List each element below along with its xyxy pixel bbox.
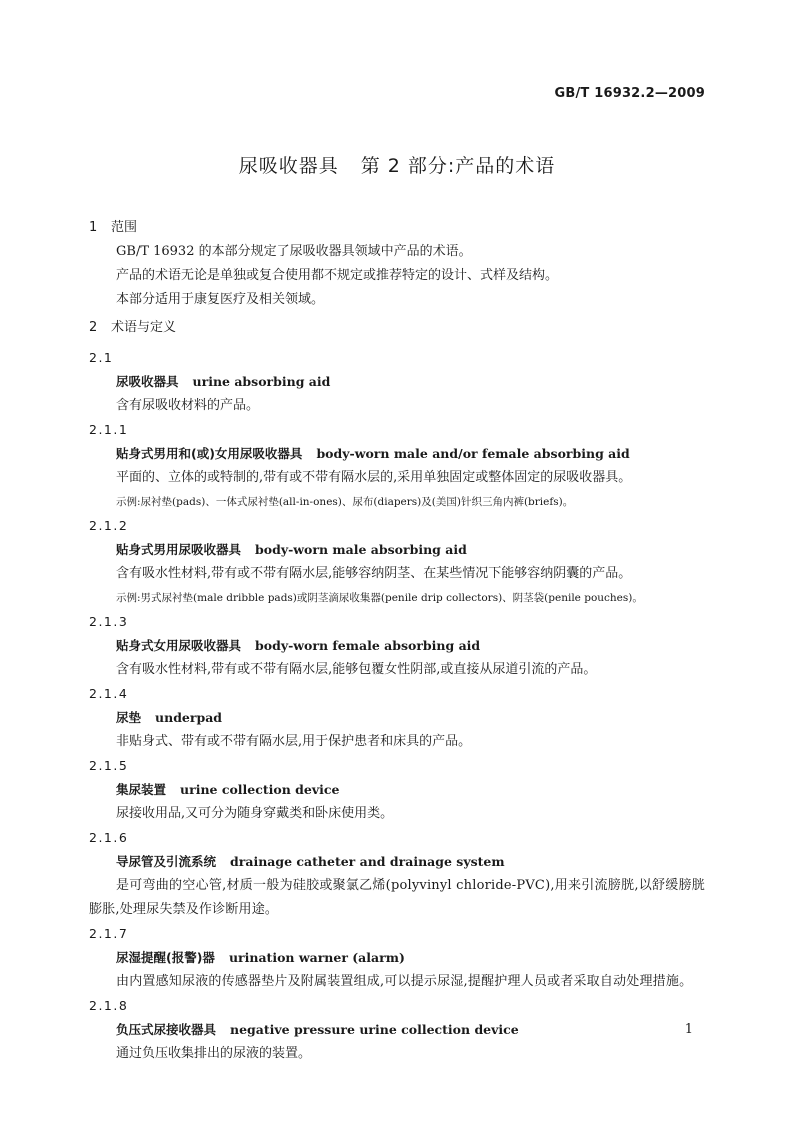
term-entry (89, 778, 705, 802)
clause-number: 2.1.4 (89, 686, 129, 701)
term-en: urine absorbing aid (192, 374, 331, 389)
section-number: 1 (89, 220, 98, 235)
title-sub: 第 2 部分:产品的术语 (360, 155, 556, 177)
term-definition: 含有吸水性材料,带有或不带有隔水层,能够容纳阴茎、在某些情况下能够容纳阴囊的产品。 (116, 566, 632, 581)
term-entry (89, 634, 705, 658)
term-zh: 负压式尿接收器具 (116, 1022, 217, 1037)
clause-number: 2.1.2 (89, 518, 129, 533)
term-zh: 贴身式男用尿吸收器具 (116, 542, 242, 557)
clause-number: 2.1.7 (89, 926, 129, 941)
term-entry (89, 370, 705, 394)
term-zh: 尿垫 (116, 710, 142, 725)
clause-number: 2.1.5 (89, 758, 129, 773)
term-definition: 含有吸水性材料,带有或不带有隔水层,能够包覆女性阴部,或直接从尿道引流的产品。 (116, 662, 597, 677)
section-2-heading (89, 316, 705, 340)
term-zh: 集尿装置 (116, 782, 167, 797)
term-definition: 非贴身式、带有或不带有隔水层,用于保护患者和床具的产品。 (116, 734, 472, 749)
title-main: 尿吸收器具 (238, 155, 339, 177)
clause-number: 2.1.1 (89, 422, 129, 437)
term-en: body-worn male absorbing aid (255, 542, 467, 557)
section-title: 术语与定义 (111, 320, 177, 335)
term-zh: 尿湿提醒(报警)器 (116, 950, 215, 965)
term-zh: 贴身式男用和(或)女用尿吸收器具 (116, 446, 303, 461)
term-entry (89, 946, 705, 970)
section-1-heading (89, 216, 705, 240)
term-entry (89, 442, 705, 466)
section-title: 范围 (111, 220, 138, 235)
paragraph: 本部分适用于康复医疗及相关领域。 (116, 292, 325, 307)
term-entry (89, 706, 705, 730)
document-body (89, 216, 705, 1066)
paragraph: GB/T 16932 的本部分规定了尿吸收器具领域中产品的术语。 (116, 244, 472, 259)
term-zh: 导尿管及引流系统 (116, 854, 217, 869)
term-example: 示例:男式尿衬垫(male dribble pads)或阴茎滴尿收集器(penile drip collectors)、阴茎袋(penile pouches)。 (116, 592, 643, 604)
clause-number: 2.1.3 (89, 614, 129, 629)
term-en: drainage catheter and drainage system (230, 854, 505, 869)
term-zh: 贴身式女用尿吸收器具 (116, 638, 242, 653)
term-definition: 通过负压收集排出的尿液的装置。 (116, 1046, 312, 1061)
term-zh: 尿吸收器具 (116, 374, 179, 389)
term-entry (89, 538, 705, 562)
term-definition: 含有尿吸收材料的产品。 (116, 398, 260, 413)
term-example: 示例:尿衬垫(pads)、一体式尿衬垫(all-in-ones)、尿布(diapers)及(美国)针织三角内裤(briefs)。 (116, 496, 574, 508)
section-number: 2 (89, 320, 98, 335)
term-en: underpad (155, 710, 223, 725)
document-title (0, 151, 794, 178)
standard-code: GB/T 16932.2—2009 (554, 86, 705, 101)
term-en: urination warner (alarm) (228, 950, 405, 965)
clause-number: 2.1.8 (89, 998, 129, 1013)
term-en: body-worn male and/or female absorbing aid (316, 446, 630, 461)
term-en: body-worn female absorbing aid (255, 638, 481, 653)
clause-number: 2.1.6 (89, 830, 129, 845)
term-definition: 平面的、立体的或特制的,带有或不带有隔水层的,采用单独固定或整体固定的尿吸收器具。 (116, 470, 632, 485)
term-definition: 由内置感知尿液的传感器垫片及附属装置组成,可以提示尿湿,提醒护理人员或者采取自动处理措施。 (116, 974, 693, 989)
term-definition: 尿接收用品,又可分为随身穿戴类和卧床使用类。 (116, 806, 394, 821)
clause-number: 2.1 (89, 350, 114, 365)
term-definition: 是可弯曲的空心管,材质一般为硅胶或聚氯乙烯(polyvinyl chloride-PVC),用来引流膀胱,以舒缓膀胱膨胀,处理尿失禁及作诊断用途。 (89, 878, 705, 917)
term-entry (89, 1018, 705, 1042)
term-en: urine collection device (180, 782, 340, 797)
term-entry (89, 850, 705, 874)
term-en: negative pressure urine collection device (230, 1022, 519, 1037)
paragraph: 产品的术语无论是单独或复合使用都不规定或推荐特定的设计、式样及结构。 (116, 268, 559, 283)
page-number: 1 (684, 1022, 693, 1037)
